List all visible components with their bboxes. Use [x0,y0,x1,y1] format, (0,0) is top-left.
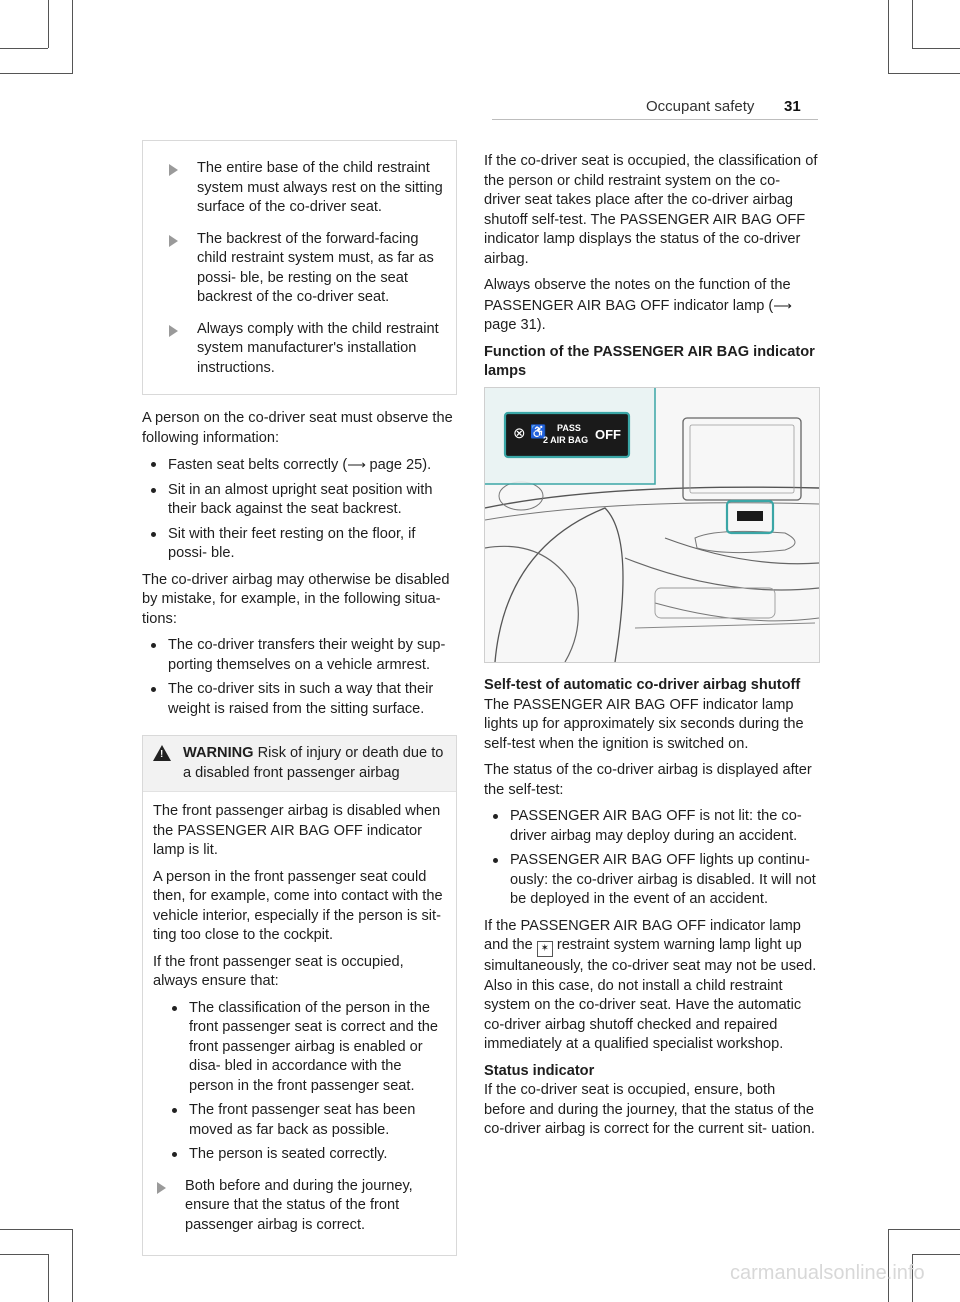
list-item [142,481,457,520]
watermark: carmanualsonline.info [730,1262,925,1284]
warning-box [142,735,457,1256]
airbag-off-symbol-icon: ⊗ [513,425,526,442]
crop-mark [912,1254,960,1255]
paragraph: A person in the front passenger seat could then, for example, come into contact with the vehicle interior, especially if the person is sit- ting too close to the cockpit. [153,868,443,943]
crop-mark [912,0,913,48]
paragraph: The PASSENGER AIR BAG OFF indicator lamp lights up for approximately six seconds during the self-test when the ignition is switched on. [484,696,804,752]
instruction-step [153,1177,446,1236]
paragraph: If the co-driver seat is occupied, ensure, both before and during the journey, that the status of the co-driver airbag is correct for the current sit- uation. [484,1082,815,1137]
paragraph: If the front passenger seat is occupied, always ensure that: [153,953,404,989]
section-heading: Function of the PASSENGER AIR BAG indicator lamps [484,343,815,379]
section-heading: Status indicator [484,1062,595,1079]
right-column-upper [484,152,818,386]
list-item [142,455,457,476]
instruction-step [143,230,446,308]
section-title: Occupant safety [646,98,755,115]
list-item-text: PASSENGER AIR BAG OFF lights up continu- ously: the co-driver airbag is disabled. It will not be deployed in the event of an accident. [510,852,816,907]
list-item [142,636,457,675]
paragraph [484,276,818,336]
paragraph: A person on the co-driver seat must observe the following information: [142,410,453,446]
panel-pass-label: PASS [557,423,581,433]
warning-header [143,736,456,792]
list-item [142,680,457,719]
step-text: The backrest of the forward-facing child restraint system must, as far as possi- ble, be resting on the seat backrest of the co-driver seat. [197,230,434,305]
crop-mark [48,1254,49,1302]
step-text: Both before and during the journey, ensure that the status of the front passenger airbag is correct. [185,1177,413,1233]
bullet-icon [493,858,498,863]
crop-mark [0,48,48,49]
paragraph [484,917,818,1055]
list-item [484,851,818,910]
section-heading: Self-test of automatic co-driver airbag shutoff [484,677,801,693]
bullet-list [484,807,818,910]
page-header [646,98,818,116]
crop-mark [912,48,960,49]
paragraph: The front passenger airbag is disabled when the PASSENGER AIR BAG OFF indicator lamp is lit. [153,803,441,858]
reference-arrow-icon: ⟶ [773,297,792,313]
left-column [142,140,457,1256]
bullet-list [163,999,446,1165]
list-item-text: The person is seated correctly. [189,1146,388,1162]
warning-label: WARNING [183,745,254,761]
list-item-text: The front passenger seat has been moved as far back as possible. [189,1102,416,1138]
warning-body [143,792,456,1255]
crop-mark [0,1254,48,1255]
crop-mark [888,73,960,74]
bullet-list [142,455,457,564]
indicator-lamp-illustration [484,387,820,663]
instruction-step [143,159,446,218]
panel-off-label: OFF [595,427,621,442]
header-rule [492,119,818,120]
bullet-icon [172,1152,177,1157]
list-item-text: PASSENGER AIR BAG OFF is not lit: the co- driver airbag may deploy during an accident. [510,808,802,844]
paragraph: If the co-driver seat is occupied, the classification of the person or child restraint system on the co- driver seat takes place after the co-driver airbag shutoff self-test. The PASSENGER AIR BAG OFF indicator lamp displays the status of the co-driver airbag. [484,153,818,267]
step-arrow-icon [169,325,178,337]
crop-mark [48,0,49,48]
step-arrow-icon [169,164,178,176]
crop-mark [72,1229,73,1302]
right-column-lower [484,676,818,1147]
instruction-step [143,320,446,379]
page-reference-link[interactable]: page 25 [369,457,423,473]
list-item [484,807,818,846]
bullet-icon [151,462,156,467]
bullet-icon [151,687,156,692]
step-arrow-icon [157,1182,166,1194]
bullet-icon [151,532,156,537]
crop-mark [888,1229,960,1230]
step-text: The entire base of the child restraint system must always rest on the sitting surface of the co-driver seat. [197,160,443,215]
list-item-tail: ). [422,457,432,473]
list-item-text: The co-driver transfers their weight by sup- porting themselves on a vehicle armrest. [168,637,446,673]
crop-mark [0,73,73,74]
bullet-icon [172,1006,177,1011]
bullet-list [142,636,457,719]
bullet-icon [493,814,498,819]
list-item-text: Sit with their feet resting on the floor, if possi- ble. [168,525,416,561]
bullet-icon [151,488,156,493]
paragraph-text: restraint system warning lamp light up simultaneously, the co-driver seat may not be used. Also in this case, do not install a child restraint system on the co-driver seat. Have the automatic co-driver airbag shutoff checked and repaired immediately at a qualified specialist workshop. [484,937,817,1052]
paragraph-text: If the PASSENGER AIR BAG OFF indicator lamp and the [484,917,801,953]
list-item [163,1101,446,1140]
step-text: Always comply with the child restraint system manufacturer's installation instructions. [197,320,439,376]
seated-person-icon: ♿ [530,424,547,439]
warning-exclamation-icon: ! [160,749,164,760]
list-item [142,525,457,564]
paragraph-tail: ). [536,317,546,333]
page-number: 31 [784,98,801,115]
bullet-icon [172,1108,177,1113]
list-item-text: Fasten seat belts correctly ( [168,457,348,473]
instruction-steps-box [142,140,457,395]
list-item-text: The classification of the person in the front passenger seat is correct and the front passenger airbag is enabled or disa- bled in accordance with the person in the front passenger seat. [189,999,439,1094]
panel-airbag-label: 2 AIR BAG [543,435,589,445]
warning-heading: Risk of injury or death due to a disabled front passenger airbag [183,745,444,781]
list-item-text: Sit in an almost upright seat position with their back against the seat backrest. [168,481,433,517]
bullet-icon [151,643,156,648]
list-item-text: The co-driver sits in such a way that their weight is raised from the sitting surface. [168,681,434,717]
page-reference-link[interactable]: page 31 [484,317,537,333]
list-item [163,999,446,1097]
reference-arrow-icon: ⟶ [347,457,370,472]
list-item [163,1145,446,1165]
step-arrow-icon [169,235,178,247]
crop-mark [888,0,889,73]
crop-mark [0,1229,73,1230]
restraint-system-warning-icon: ✶ [537,941,553,957]
paragraph: The co-driver airbag may otherwise be disabled by mistake, for example, in the following situa- tions: [142,571,450,627]
crop-mark [72,0,73,73]
paragraph-text: Always observe the notes on the function of the PASSENGER AIR BAG OFF indicator lamp ( [484,277,791,314]
paragraph: The status of the co-driver airbag is displayed after the self-test: [484,762,812,798]
